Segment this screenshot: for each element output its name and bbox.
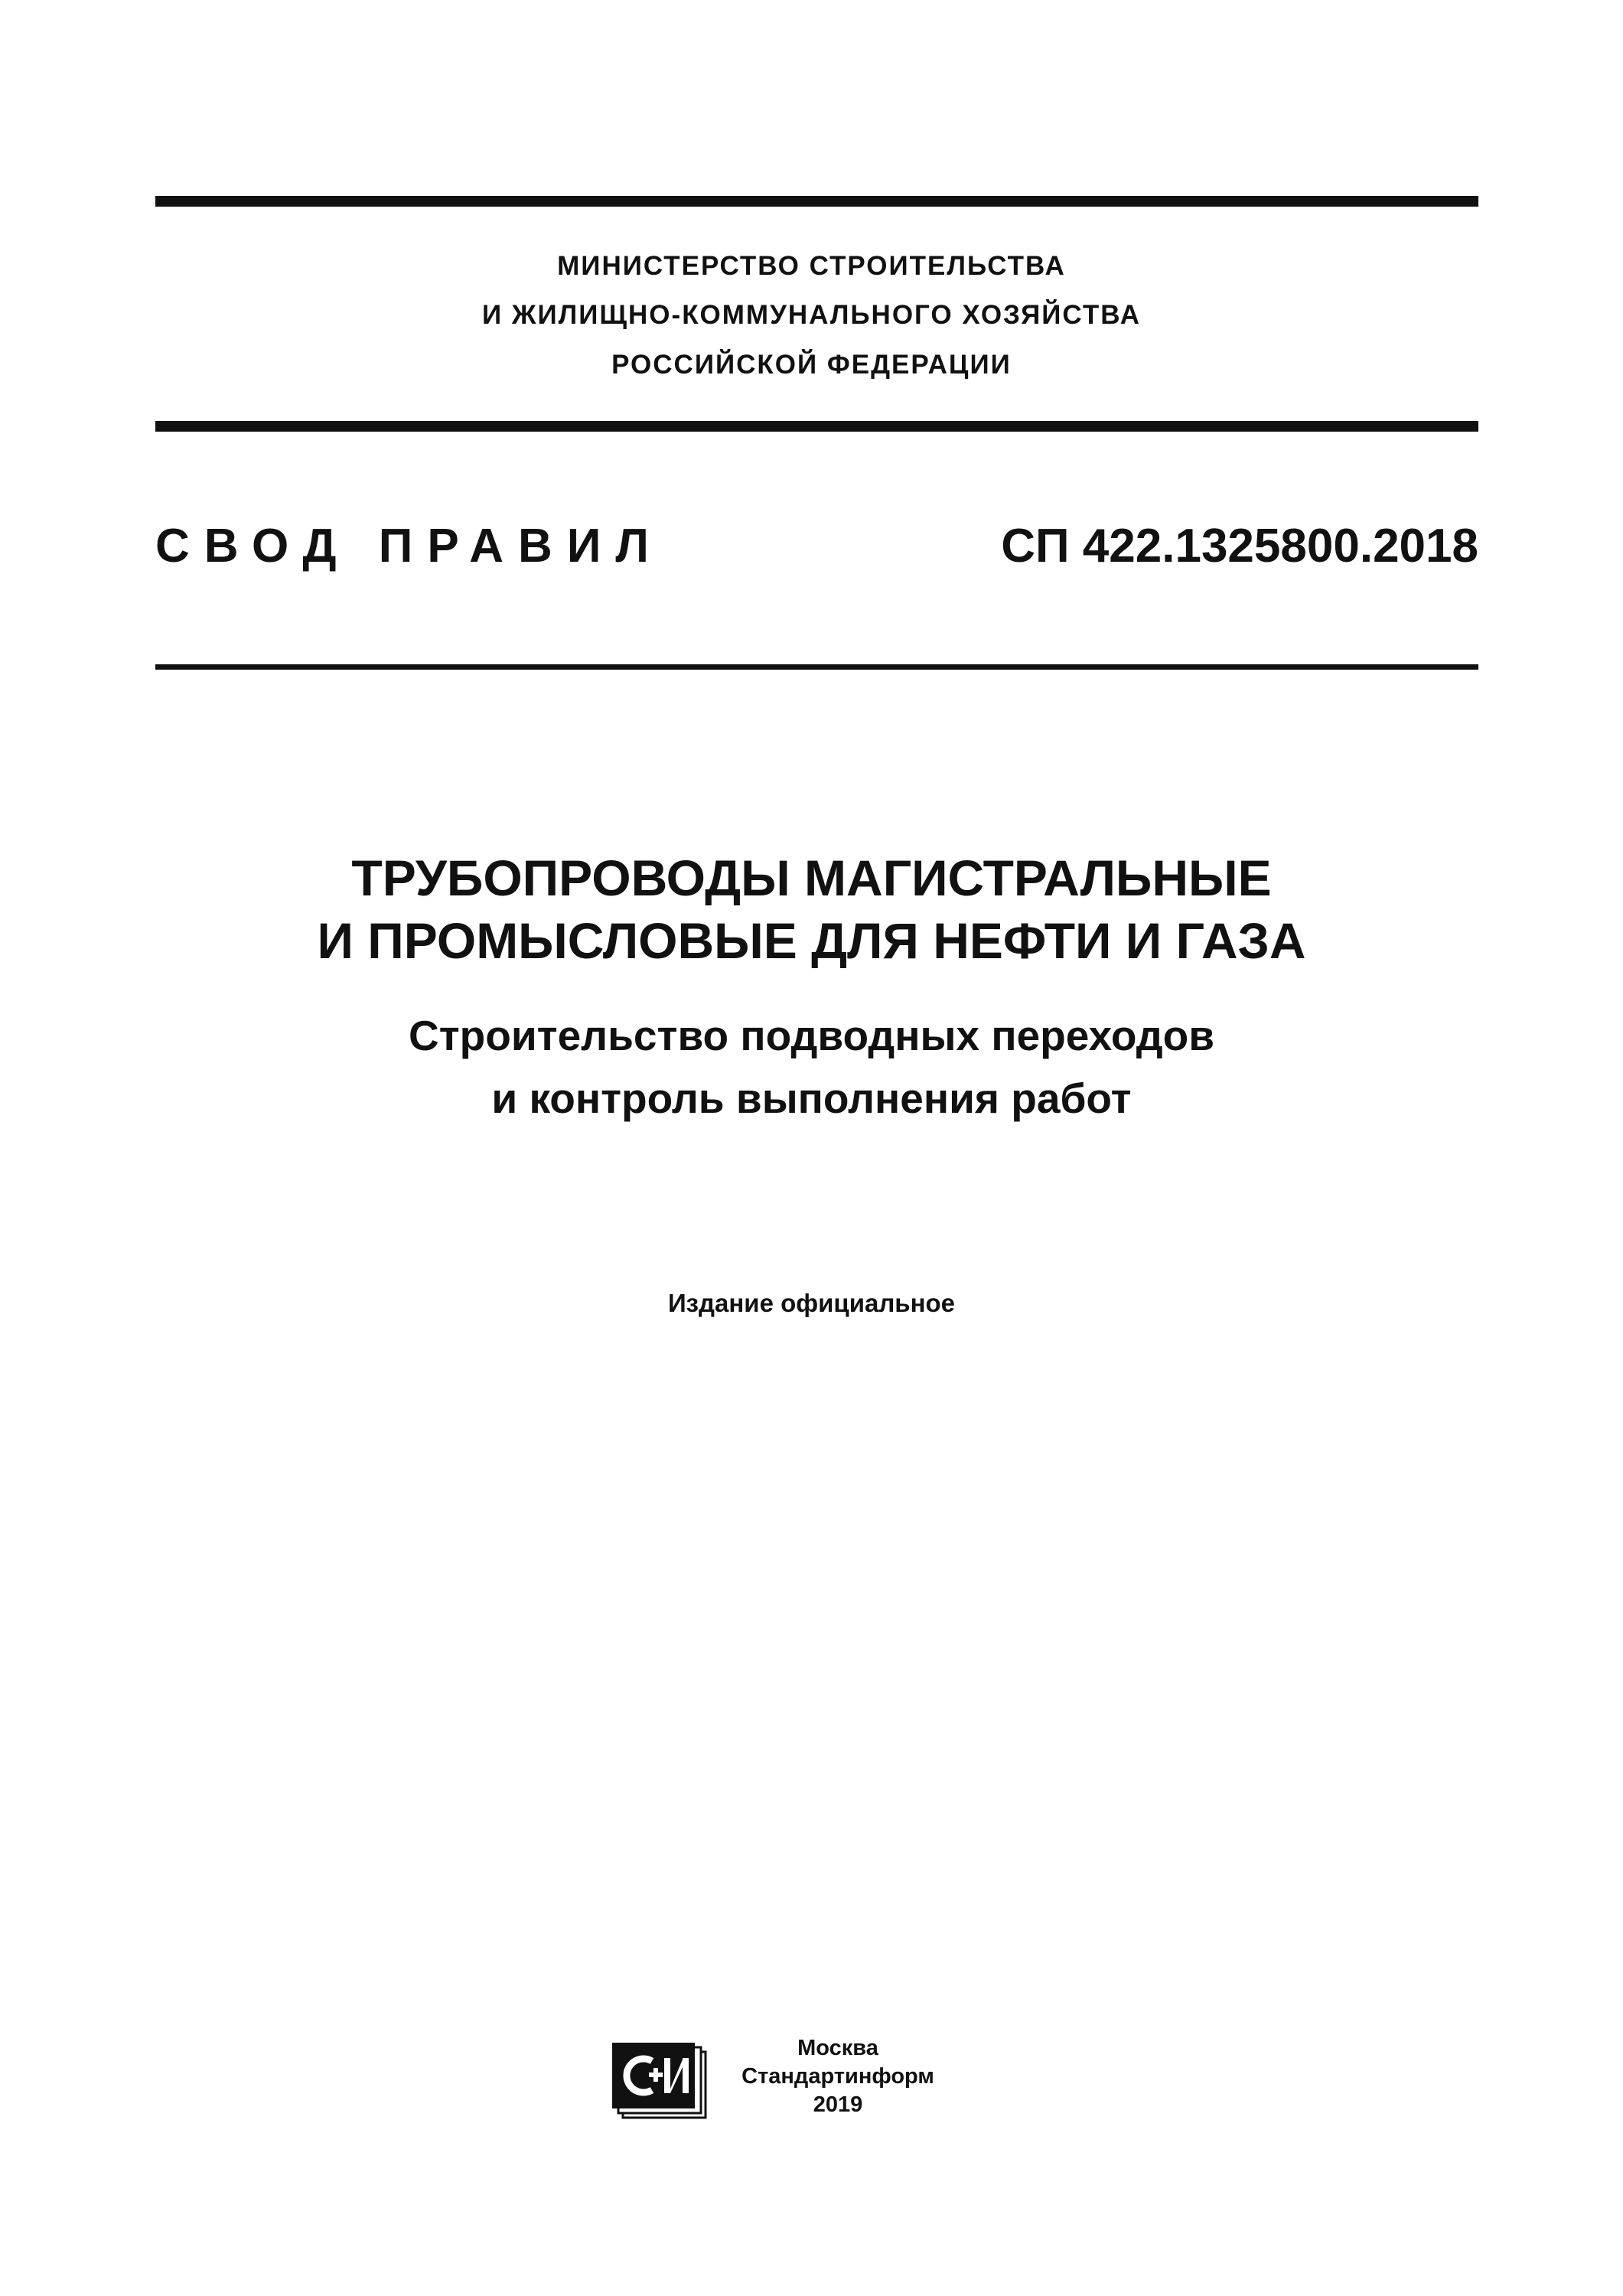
document-code: СП 422.1325800.2018	[1001, 520, 1478, 572]
top-rule	[155, 196, 1478, 207]
subtitle-line-1: Строительство подводных переходов	[408, 1012, 1215, 1059]
publisher-city: Москва	[797, 2036, 878, 2060]
ministry-line-1: МИНИСТЕРСТВО СТРОИТЕЛЬСТВА	[557, 251, 1066, 281]
middle-rule	[155, 421, 1478, 432]
subtitle-line-2: и контроль выполнения работ	[491, 1075, 1132, 1122]
title-line-1: ТРУБОПРОВОДЫ МАГИСТРАЛЬНЫЕ	[351, 850, 1272, 906]
title-line-2: И ПРОМЫСЛОВЫЕ ДЛЯ НЕФТИ И ГАЗА	[317, 912, 1306, 969]
standartinform-logo-icon	[612, 2041, 710, 2123]
ministry-line-3: РОССИЙСКОЙ ФЕДЕРАЦИИ	[611, 350, 1012, 380]
edition-label: Издание официальное	[667, 1289, 956, 1317]
lower-rule	[155, 664, 1478, 670]
publication-year: 2019	[813, 2092, 863, 2117]
publisher-name: Стандартинформ	[741, 2064, 934, 2089]
document-type-label: СВОД ПРАВИЛ	[155, 520, 663, 572]
ministry-line-2: И ЖИЛИЩНО-КОММУНАЛЬНОГО ХОЗЯЙСТВА	[481, 300, 1142, 330]
